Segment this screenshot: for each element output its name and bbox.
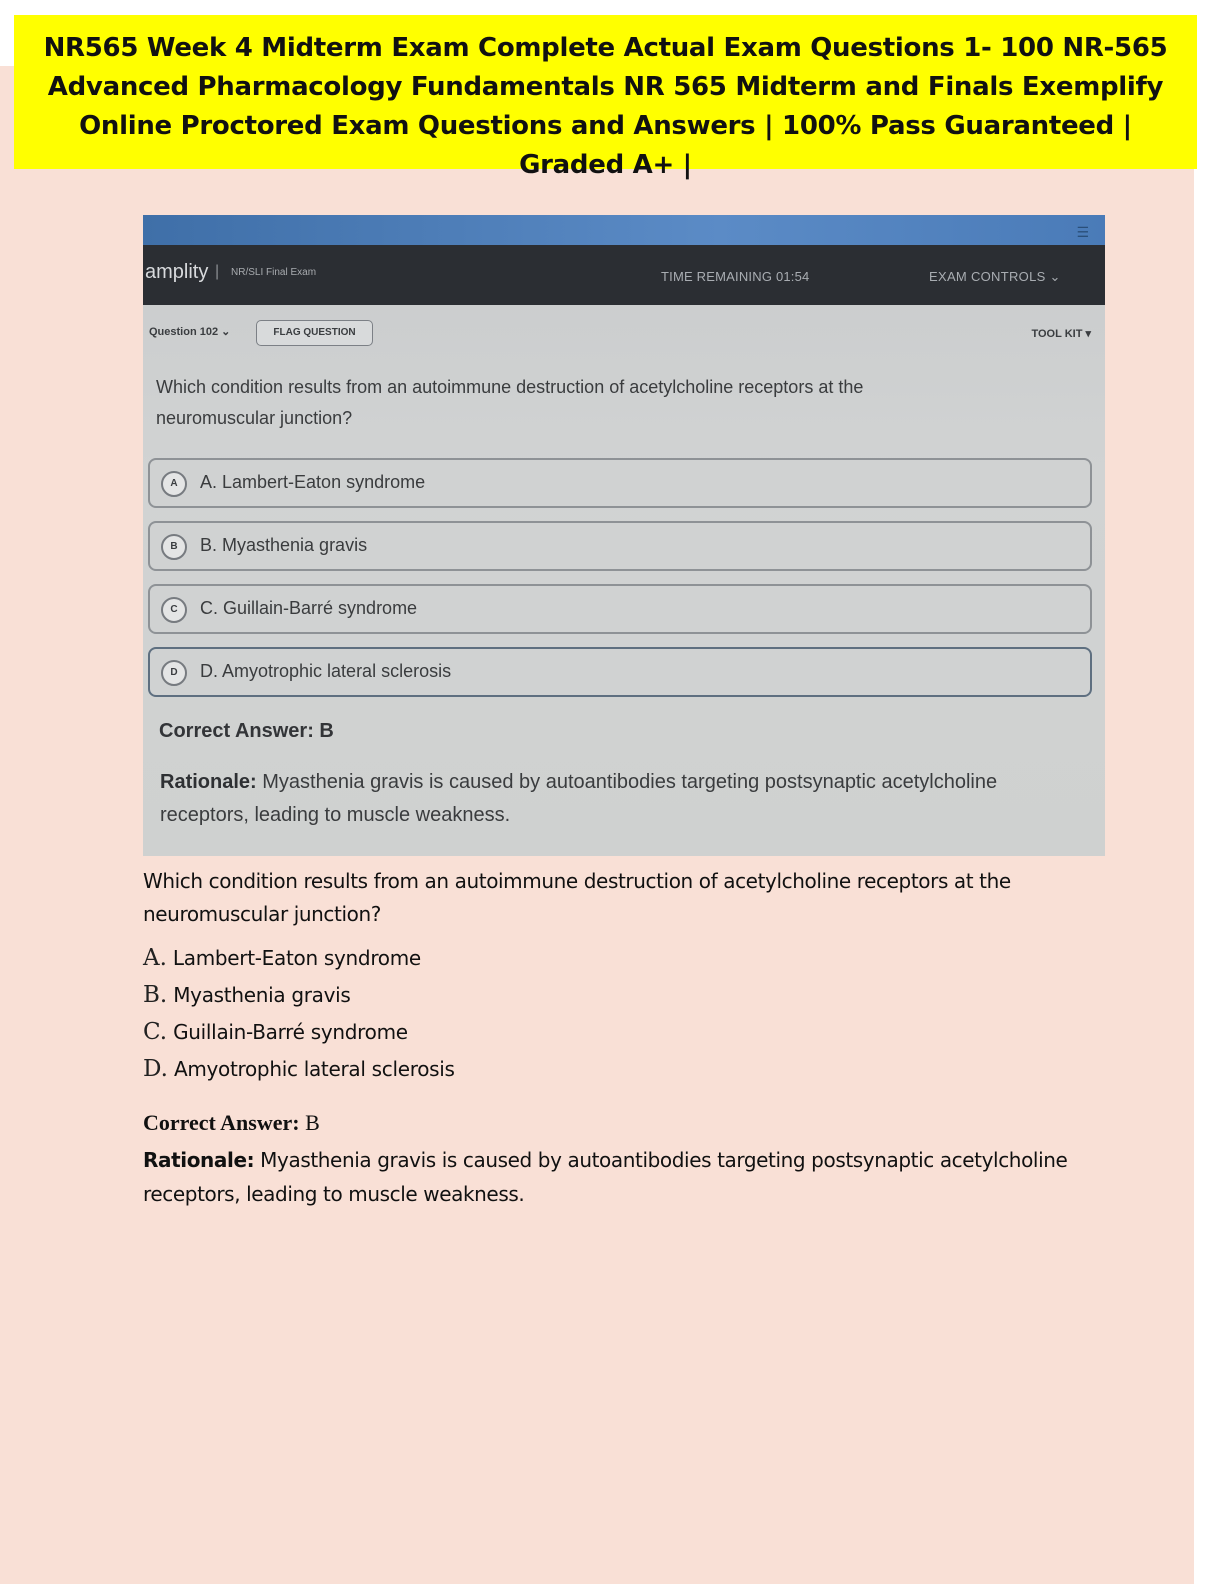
question-text: Which condition results from an autoimmune destruction of acetylcholine receptors at the neuromuscular junction? [143,869,1011,926]
answer-text: Amyotrophic lateral sclerosis [173,1057,455,1081]
exam-correct-answer: Correct Answer: B [159,720,334,742]
answer-letter: D. [143,1056,168,1082]
answer-option-a[interactable] [148,458,1092,508]
hamburger-icon[interactable]: ☰ [1076,225,1089,241]
option-letter-badge: B [161,534,187,560]
rationale-label: Rationale: [160,771,257,793]
correct-answer-label: Correct Answer: [143,1110,300,1135]
option-letter-badge: D [161,660,187,686]
answer-option-c[interactable] [148,584,1092,634]
rationale [143,1143,1073,1211]
tool-kit-menu[interactable]: TOOL KIT ▾ [1031,328,1091,340]
exam-controls-menu[interactable]: EXAM CONTROLS ⌄ [929,269,1061,284]
list-item [143,1019,1043,1056]
option-letter-badge: A [161,471,187,497]
exam-header [143,245,1105,305]
time-remaining: TIME REMAINING 01:54 [661,269,810,284]
answer-text: Guillain-Barré syndrome [173,1020,408,1044]
document-title-banner [14,15,1197,180]
exam-screenshot [143,215,1105,856]
rationale-label: Rationale: [143,1148,255,1172]
exam-rationale [160,766,1040,832]
answer-option-d[interactable] [148,647,1092,697]
flag-question-button[interactable]: FLAG QUESTION [256,320,373,346]
question-selector[interactable]: Question 102 ⌄ [149,326,231,338]
exam-name: NR/SLI Final Exam [231,267,317,278]
list-item [143,1056,1043,1093]
answer-text: Lambert-Eaton syndrome [172,946,421,970]
answer-letter: A. [143,945,167,971]
option-label: C. Guillain-Barré syndrome [200,598,418,618]
document-title: NR565 Week 4 Midterm Exam Complete Actual Exam Questions 1- 100 NR-565 Advanced Pharmacology Fundamentals NR 565 Midterm and Finals Exemplify Online Proctored Exam Questions and Answers | 100% Pass Guaranteed | Graded A+ | [43,33,1168,180]
list-item [143,945,1043,982]
exam-question-text: Which condition results from an autoimmune destruction of acetylcholine receptors at the neuromuscular junction? [156,377,864,428]
answer-letter: C. [143,1019,168,1045]
app-logo: amplity [145,261,209,283]
correct-answer-value: B [299,1110,320,1135]
answer-text: Myasthenia gravis [173,983,351,1007]
browser-top-bar [143,215,1105,245]
answer-letter: B. [143,982,168,1008]
option-label: A. Lambert-Eaton syndrome [200,472,426,492]
option-label: D. Amyotrophic lateral sclerosis [200,661,452,681]
option-label: B. Myasthenia gravis [200,535,368,555]
logo-separator: | [215,263,220,280]
rationale-text: Myasthenia gravis is caused by autoantibodies targeting postsynaptic acetylcholine receptors, leading to muscle weakness. [160,771,998,826]
correct-answer [143,1110,320,1136]
answer-option-b[interactable] [148,521,1092,571]
rationale-text: Myasthenia gravis is caused by autoantibodies targeting postsynaptic acetylcholine receptors, leading to muscle weakness. [143,1148,1068,1206]
option-letter-badge: C [161,597,187,623]
question-toolbar [143,315,1105,351]
list-item [143,982,1043,1019]
answer-list [143,945,1043,1093]
